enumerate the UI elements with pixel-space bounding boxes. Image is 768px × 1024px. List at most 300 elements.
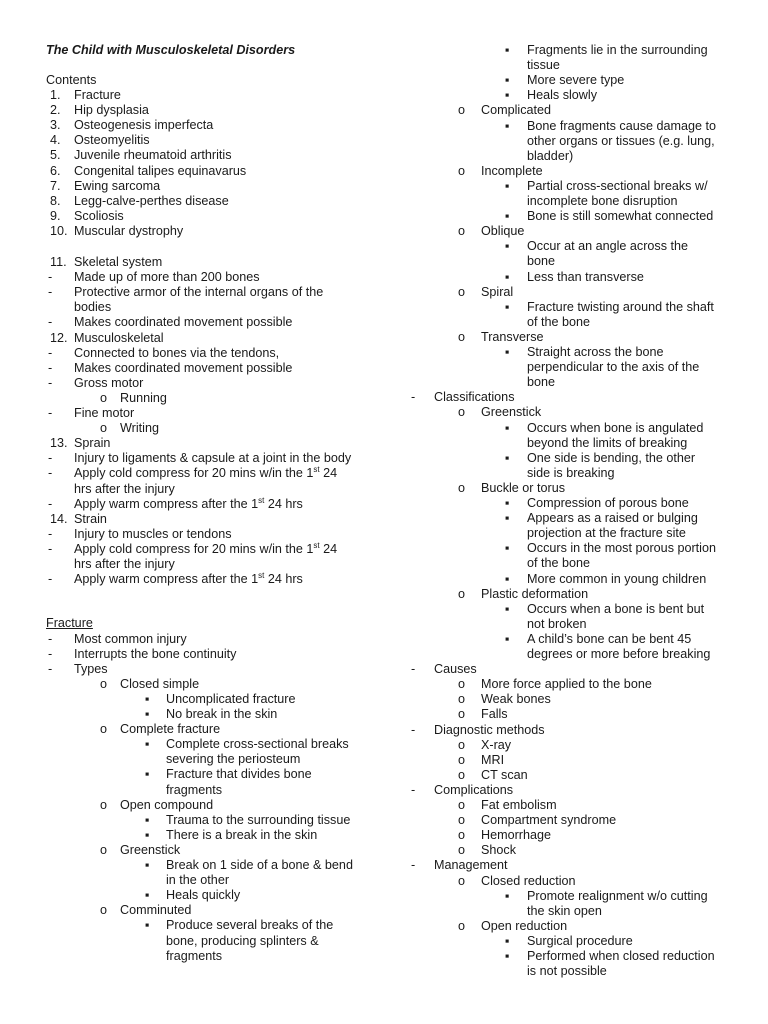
note-text: 24 hrs bbox=[264, 572, 303, 587]
note-line bbox=[166, 752, 300, 767]
note-text: bone bbox=[527, 375, 556, 390]
note-text: Makes coordinated movement possible bbox=[74, 360, 293, 375]
note-line bbox=[74, 512, 107, 527]
bullet-circle: o bbox=[100, 676, 108, 691]
note-line bbox=[481, 587, 588, 602]
note-line bbox=[527, 934, 633, 949]
bullet-dash: - bbox=[411, 858, 416, 873]
note-line bbox=[434, 858, 508, 873]
note-text: Heals quickly bbox=[166, 888, 241, 903]
note-line bbox=[527, 254, 555, 269]
note-line bbox=[527, 194, 678, 209]
note-line bbox=[481, 798, 557, 813]
bullet-square: ▪ bbox=[505, 269, 510, 284]
note-text: Complete fracture bbox=[120, 722, 221, 737]
bullet-square: ▪ bbox=[505, 88, 510, 103]
note-line bbox=[166, 888, 240, 903]
bullet-circle: o bbox=[458, 284, 466, 299]
note-line bbox=[527, 964, 607, 979]
bullet-dash: - bbox=[411, 782, 416, 797]
note-line bbox=[527, 239, 688, 254]
ordinal-superscript: st bbox=[258, 571, 265, 581]
note-text: Management bbox=[434, 858, 508, 873]
note-text: Injury to ligaments & capsule at a joint in the body bbox=[74, 451, 352, 466]
note-line bbox=[120, 843, 180, 858]
note-text: Types bbox=[74, 661, 108, 676]
note-line bbox=[166, 813, 350, 828]
note-text: Classifications bbox=[434, 390, 515, 405]
note-line bbox=[481, 753, 504, 768]
note-text: bladder) bbox=[527, 148, 574, 163]
note-text: Occur at an angle across the bbox=[527, 239, 689, 254]
note-text: Fine motor bbox=[74, 406, 135, 420]
note-text: fragments bbox=[166, 782, 222, 797]
bullet-square: ▪ bbox=[505, 420, 510, 435]
note-text: Apply cold compress for 20 mins w/in the 1 bbox=[74, 541, 314, 556]
note-line bbox=[527, 949, 715, 964]
note-line bbox=[527, 134, 715, 149]
note-text: bone, producing splinters & bbox=[166, 933, 319, 948]
note-text: Bone fragments cause damage to bbox=[527, 118, 717, 133]
contents-item: Scoliosis bbox=[74, 208, 124, 223]
bullet-dash: - bbox=[48, 466, 53, 481]
note-text: hrs after the injury bbox=[74, 481, 175, 496]
contents-item-number: 2. bbox=[50, 103, 61, 118]
note-line bbox=[74, 300, 111, 315]
note-line bbox=[434, 662, 477, 677]
bullet-dash: - bbox=[411, 390, 416, 405]
note-text: Occurs in the most porous portion bbox=[527, 541, 716, 556]
note-line bbox=[527, 58, 560, 73]
note-text: Partial cross-sectional breaks w/ bbox=[527, 178, 708, 193]
bullet-circle: o bbox=[100, 797, 108, 812]
note-line bbox=[481, 481, 565, 496]
note-text: Complications bbox=[434, 782, 514, 797]
bullet-circle: o bbox=[458, 677, 466, 692]
note-line bbox=[166, 692, 296, 707]
bullet-square: ▪ bbox=[505, 601, 510, 616]
note-line bbox=[527, 511, 698, 526]
note-line bbox=[527, 119, 716, 134]
note-text: Apply warm compress after the 1 bbox=[74, 572, 259, 587]
note-text: of the bone bbox=[527, 314, 591, 329]
note-text: Made up of more than 200 bones bbox=[74, 270, 260, 285]
note-text: Most common injury bbox=[74, 631, 187, 646]
contents-item: Ewing sarcoma bbox=[74, 178, 161, 193]
note-text: 24 bbox=[319, 541, 338, 556]
note-line bbox=[481, 677, 652, 692]
note-text: Break on 1 side of a bone & bend bbox=[166, 858, 353, 872]
note-text: Compartment syndrome bbox=[481, 813, 617, 828]
note-text: other organs or tissues (e.g. lung, bbox=[527, 133, 715, 148]
bullet-dash: - bbox=[411, 722, 416, 737]
note-text: not broken bbox=[527, 616, 587, 631]
note-line bbox=[74, 647, 236, 662]
contents-item-number: 3. bbox=[50, 118, 61, 133]
note-text: beyond the limits of breaking bbox=[527, 435, 688, 450]
note-text: Musculoskeletal bbox=[74, 330, 164, 345]
note-line bbox=[527, 345, 664, 360]
bullet-square: ▪ bbox=[145, 827, 150, 842]
note-text: tissue bbox=[527, 58, 560, 73]
note-text: MRI bbox=[481, 752, 505, 767]
note-text: Plastic deformation bbox=[481, 586, 589, 601]
bullet-dash: - bbox=[48, 315, 53, 330]
bullet-circle: o bbox=[458, 843, 466, 858]
note-line bbox=[527, 466, 615, 481]
note-line bbox=[481, 164, 543, 179]
note-line bbox=[166, 918, 333, 933]
contents-item: Muscular dystrophy bbox=[74, 223, 184, 238]
note-line bbox=[481, 828, 551, 843]
note-line bbox=[481, 768, 528, 783]
note-line bbox=[166, 934, 319, 949]
note-line bbox=[527, 451, 695, 466]
note-text: 24 bbox=[319, 466, 338, 481]
bullet-square: ▪ bbox=[145, 918, 150, 933]
note-line bbox=[481, 707, 508, 722]
note-line bbox=[74, 376, 143, 391]
bullet-circle: o bbox=[458, 405, 466, 420]
note-text: Bone is still somewhat connected bbox=[527, 209, 714, 224]
contents-item-number: 9. bbox=[50, 208, 61, 223]
bullet-square: ▪ bbox=[145, 707, 150, 721]
bullet-dash: - bbox=[48, 451, 53, 466]
note-text: More force applied to the bone bbox=[481, 677, 652, 692]
note-text: severing the periosteum bbox=[166, 752, 301, 767]
note-line bbox=[481, 813, 616, 828]
note-text: Heals slowly bbox=[527, 88, 597, 103]
note-text: in the other bbox=[166, 873, 230, 888]
bullet-circle: o bbox=[100, 421, 108, 436]
note-text: Fracture that divides bone bbox=[166, 767, 312, 782]
note-text: Gross motor bbox=[74, 375, 144, 390]
bullet-square: ▪ bbox=[505, 209, 510, 224]
note-text: Shock bbox=[481, 843, 517, 858]
note-text: Greenstick bbox=[120, 842, 181, 857]
note-line bbox=[481, 405, 541, 420]
bullet-dash: - bbox=[411, 662, 416, 677]
note-line bbox=[527, 270, 644, 285]
note-line bbox=[74, 557, 175, 572]
contents-item-number: 4. bbox=[50, 133, 61, 148]
note-line bbox=[166, 858, 353, 873]
bullet-square: ▪ bbox=[145, 888, 150, 903]
bullet-dash: - bbox=[48, 631, 53, 646]
note-line bbox=[74, 361, 292, 376]
note-line bbox=[527, 421, 703, 436]
section-number: 14. bbox=[50, 511, 68, 526]
note-text: More common in young children bbox=[527, 571, 707, 586]
note-text: the skin open bbox=[527, 903, 602, 918]
note-text: One side is bending, the other bbox=[527, 450, 696, 465]
note-line bbox=[527, 360, 699, 375]
ordinal-superscript: st bbox=[258, 495, 265, 505]
contents-item-number: 7. bbox=[50, 178, 61, 193]
note-line bbox=[74, 346, 279, 361]
bullet-circle: o bbox=[458, 918, 466, 933]
note-line bbox=[166, 828, 317, 843]
bullet-square: ▪ bbox=[145, 737, 150, 752]
bullet-square: ▪ bbox=[145, 858, 150, 872]
note-line bbox=[434, 390, 515, 405]
note-text: fragments bbox=[166, 948, 222, 963]
note-line bbox=[527, 632, 691, 647]
note-text: Diagnostic methods bbox=[434, 722, 545, 737]
note-line bbox=[74, 572, 303, 587]
note-text: degrees or more before breaking bbox=[527, 647, 711, 661]
note-line bbox=[434, 783, 513, 798]
bullet-dash: - bbox=[48, 526, 53, 541]
note-line bbox=[527, 375, 555, 390]
contents-item-number: 10. bbox=[50, 223, 68, 238]
bullet-circle: o bbox=[458, 873, 466, 888]
note-line bbox=[74, 285, 323, 300]
bullet-circle: o bbox=[458, 828, 466, 843]
section-number: 13. bbox=[50, 436, 68, 451]
ordinal-superscript: st bbox=[313, 540, 320, 550]
note-text: Open reduction bbox=[481, 918, 568, 933]
note-text: Running bbox=[120, 390, 167, 405]
note-text: CT scan bbox=[481, 767, 528, 782]
note-line bbox=[527, 43, 708, 58]
note-text: Open compound bbox=[120, 797, 214, 812]
note-line bbox=[527, 541, 716, 556]
bullet-circle: o bbox=[458, 480, 466, 495]
note-line bbox=[527, 436, 687, 451]
note-text: Closed reduction bbox=[481, 873, 576, 888]
note-line bbox=[527, 496, 689, 511]
note-line bbox=[527, 209, 713, 224]
note-line bbox=[481, 692, 551, 707]
note-text: Apply warm compress after the 1 bbox=[74, 496, 259, 511]
bullet-square: ▪ bbox=[505, 496, 510, 510]
bullet-square: ▪ bbox=[505, 450, 510, 465]
note-text: Oblique bbox=[481, 224, 525, 239]
bullet-dash: - bbox=[48, 541, 53, 556]
note-text: Skeletal system bbox=[74, 255, 163, 269]
bullet-circle: o bbox=[458, 692, 466, 707]
contents-item-number: 8. bbox=[50, 193, 61, 208]
note-line bbox=[527, 647, 710, 662]
note-line bbox=[527, 179, 708, 194]
note-text: Occurs when bone is angulated bbox=[527, 420, 704, 435]
note-text: More severe type bbox=[527, 73, 625, 88]
note-line bbox=[481, 285, 513, 300]
note-line bbox=[120, 903, 191, 918]
bullet-circle: o bbox=[458, 798, 466, 812]
note-text: Weak bones bbox=[481, 692, 551, 707]
bullet-dash: - bbox=[48, 661, 53, 676]
note-text: Greenstick bbox=[481, 405, 542, 420]
bullet-circle: o bbox=[458, 224, 466, 239]
note-text: No break in the skin bbox=[166, 707, 278, 721]
note-line bbox=[74, 451, 351, 466]
bullet-circle: o bbox=[458, 737, 466, 752]
contents-item: Juvenile rheumatoid arthritis bbox=[74, 148, 232, 163]
bullet-dash: - bbox=[48, 406, 53, 420]
contents-item: Fracture bbox=[74, 88, 121, 102]
bullet-square: ▪ bbox=[505, 43, 510, 57]
bullet-square: ▪ bbox=[505, 345, 510, 359]
bullet-circle: o bbox=[458, 586, 466, 601]
note-text: Hemorrhage bbox=[481, 828, 551, 843]
note-text: There is a break in the skin bbox=[166, 827, 318, 842]
note-text: 24 hrs bbox=[264, 496, 303, 511]
bullet-square: ▪ bbox=[505, 511, 510, 526]
note-line bbox=[74, 315, 292, 330]
note-line bbox=[527, 556, 590, 571]
note-line bbox=[481, 843, 516, 858]
bullet-dash: - bbox=[48, 496, 53, 511]
contents-item: Legg-calve-perthes disease bbox=[74, 193, 229, 208]
note-text: Compression of porous bone bbox=[527, 496, 689, 510]
bullet-dash: - bbox=[48, 646, 53, 661]
bullet-square: ▪ bbox=[145, 691, 150, 706]
bullet-dash: - bbox=[48, 345, 53, 360]
contents-item-number: 5. bbox=[50, 148, 61, 163]
bullet-dash: - bbox=[48, 360, 53, 375]
note-text: Surgical procedure bbox=[527, 933, 633, 948]
note-text: is not possible bbox=[527, 964, 607, 979]
contents-item-number: 1. bbox=[50, 88, 61, 102]
note-text: Spiral bbox=[481, 284, 514, 299]
note-text: Complete cross-sectional breaks bbox=[166, 737, 349, 752]
note-text: Comminuted bbox=[120, 903, 192, 918]
note-text: Fat embolism bbox=[481, 798, 557, 812]
bullet-dash: - bbox=[48, 285, 53, 300]
note-text: hrs after the injury bbox=[74, 557, 175, 571]
note-text: Occurs when a bone is bent but bbox=[527, 601, 705, 616]
contents-item: Congenital talipes equinavarus bbox=[74, 163, 247, 178]
note-line bbox=[120, 798, 213, 813]
note-line bbox=[527, 889, 708, 904]
note-text: Sprain bbox=[74, 436, 111, 451]
bullet-square: ▪ bbox=[505, 888, 510, 903]
note-line bbox=[527, 602, 704, 617]
bullet-circle: o bbox=[458, 707, 466, 722]
note-text: Performed when closed reduction bbox=[527, 949, 715, 963]
contents-heading: Contents bbox=[46, 73, 97, 87]
bullet-dash: - bbox=[48, 375, 53, 390]
note-text: Fracture twisting around the shaft bbox=[527, 299, 714, 314]
note-text: Writing bbox=[120, 421, 159, 436]
note-text: Apply cold compress for 20 mins w/in the 1 bbox=[74, 466, 314, 481]
note-text: perpendicular to the axis of the bbox=[527, 360, 700, 375]
bullet-circle: o bbox=[458, 329, 466, 344]
note-text: Strain bbox=[74, 511, 107, 526]
note-line bbox=[166, 949, 222, 964]
note-line bbox=[481, 874, 576, 889]
note-text: of the bone bbox=[527, 556, 591, 571]
bullet-circle: o bbox=[100, 842, 108, 857]
note-line bbox=[74, 436, 110, 451]
bullet-circle: o bbox=[458, 813, 466, 828]
note-line bbox=[74, 542, 337, 557]
note-text: Injury to muscles or tendons bbox=[74, 526, 232, 541]
bullet-dash: - bbox=[48, 270, 53, 285]
note-text: side is breaking bbox=[527, 465, 615, 480]
bullet-circle: o bbox=[100, 722, 108, 737]
note-text: incomplete bone disruption bbox=[527, 194, 678, 208]
bullet-circle: o bbox=[458, 752, 466, 767]
note-line bbox=[527, 572, 706, 587]
note-text: Promote realignment w/o cutting bbox=[527, 888, 708, 903]
note-line bbox=[74, 331, 164, 346]
note-line bbox=[481, 919, 567, 934]
contents-item-number: 6. bbox=[50, 163, 61, 178]
bullet-circle: o bbox=[458, 163, 466, 178]
note-text: bodies bbox=[74, 300, 112, 315]
note-text: Fragments lie in the surrounding bbox=[527, 43, 708, 57]
bullet-square: ▪ bbox=[145, 812, 150, 827]
bullet-square: ▪ bbox=[145, 767, 150, 782]
note-line bbox=[74, 482, 175, 497]
bullet-square: ▪ bbox=[505, 949, 510, 963]
note-line bbox=[74, 662, 108, 677]
bullet-circle: o bbox=[100, 390, 108, 405]
note-text: Causes bbox=[434, 662, 477, 677]
note-line bbox=[527, 300, 714, 315]
note-line bbox=[166, 737, 349, 752]
note-line bbox=[527, 73, 624, 88]
note-text: Uncomplicated fracture bbox=[166, 691, 296, 706]
note-text: Falls bbox=[481, 707, 508, 722]
note-line bbox=[527, 315, 590, 330]
note-line bbox=[120, 722, 220, 737]
note-text: Complicated bbox=[481, 103, 551, 118]
note-line bbox=[166, 783, 222, 798]
note-line bbox=[527, 88, 597, 103]
note-line bbox=[481, 103, 551, 118]
bullet-square: ▪ bbox=[505, 73, 510, 88]
note-line bbox=[166, 707, 277, 722]
bullet-square: ▪ bbox=[505, 118, 510, 133]
note-line bbox=[74, 497, 303, 512]
note-line bbox=[527, 526, 686, 541]
bullet-square: ▪ bbox=[505, 299, 510, 314]
document-title: The Child with Musculoskeletal Disorders bbox=[46, 43, 296, 57]
note-line bbox=[74, 406, 134, 421]
section-number: 11. bbox=[50, 255, 67, 269]
note-text: Straight across the bone bbox=[527, 345, 664, 359]
note-line bbox=[120, 421, 159, 436]
bullet-square: ▪ bbox=[505, 239, 510, 254]
note-text: Less than transverse bbox=[527, 269, 644, 284]
note-text: X-ray bbox=[481, 737, 512, 752]
bullet-square: ▪ bbox=[505, 541, 510, 556]
note-text: Incomplete bbox=[481, 163, 543, 178]
note-text: Appears as a raised or bulging bbox=[527, 511, 698, 526]
note-text: Protective armor of the internal organs of the bbox=[74, 285, 324, 300]
bullet-square: ▪ bbox=[505, 571, 510, 586]
note-line bbox=[481, 330, 544, 345]
note-text: Interrupts the bone continuity bbox=[74, 646, 237, 661]
note-line bbox=[74, 255, 162, 270]
bullet-circle: o bbox=[458, 767, 466, 782]
contents-item: Osteomyelitis bbox=[74, 133, 150, 148]
note-text: bone bbox=[527, 254, 556, 269]
note-line bbox=[434, 723, 545, 738]
note-line bbox=[74, 527, 232, 542]
ordinal-superscript: st bbox=[313, 465, 320, 475]
note-text: Connected to bones via the tendons, bbox=[74, 345, 280, 360]
note-line bbox=[120, 677, 199, 692]
contents-item: Hip dysplasia bbox=[74, 103, 149, 118]
section-number: 12. bbox=[50, 330, 68, 345]
note-line bbox=[527, 149, 573, 164]
bullet-square: ▪ bbox=[505, 933, 510, 948]
